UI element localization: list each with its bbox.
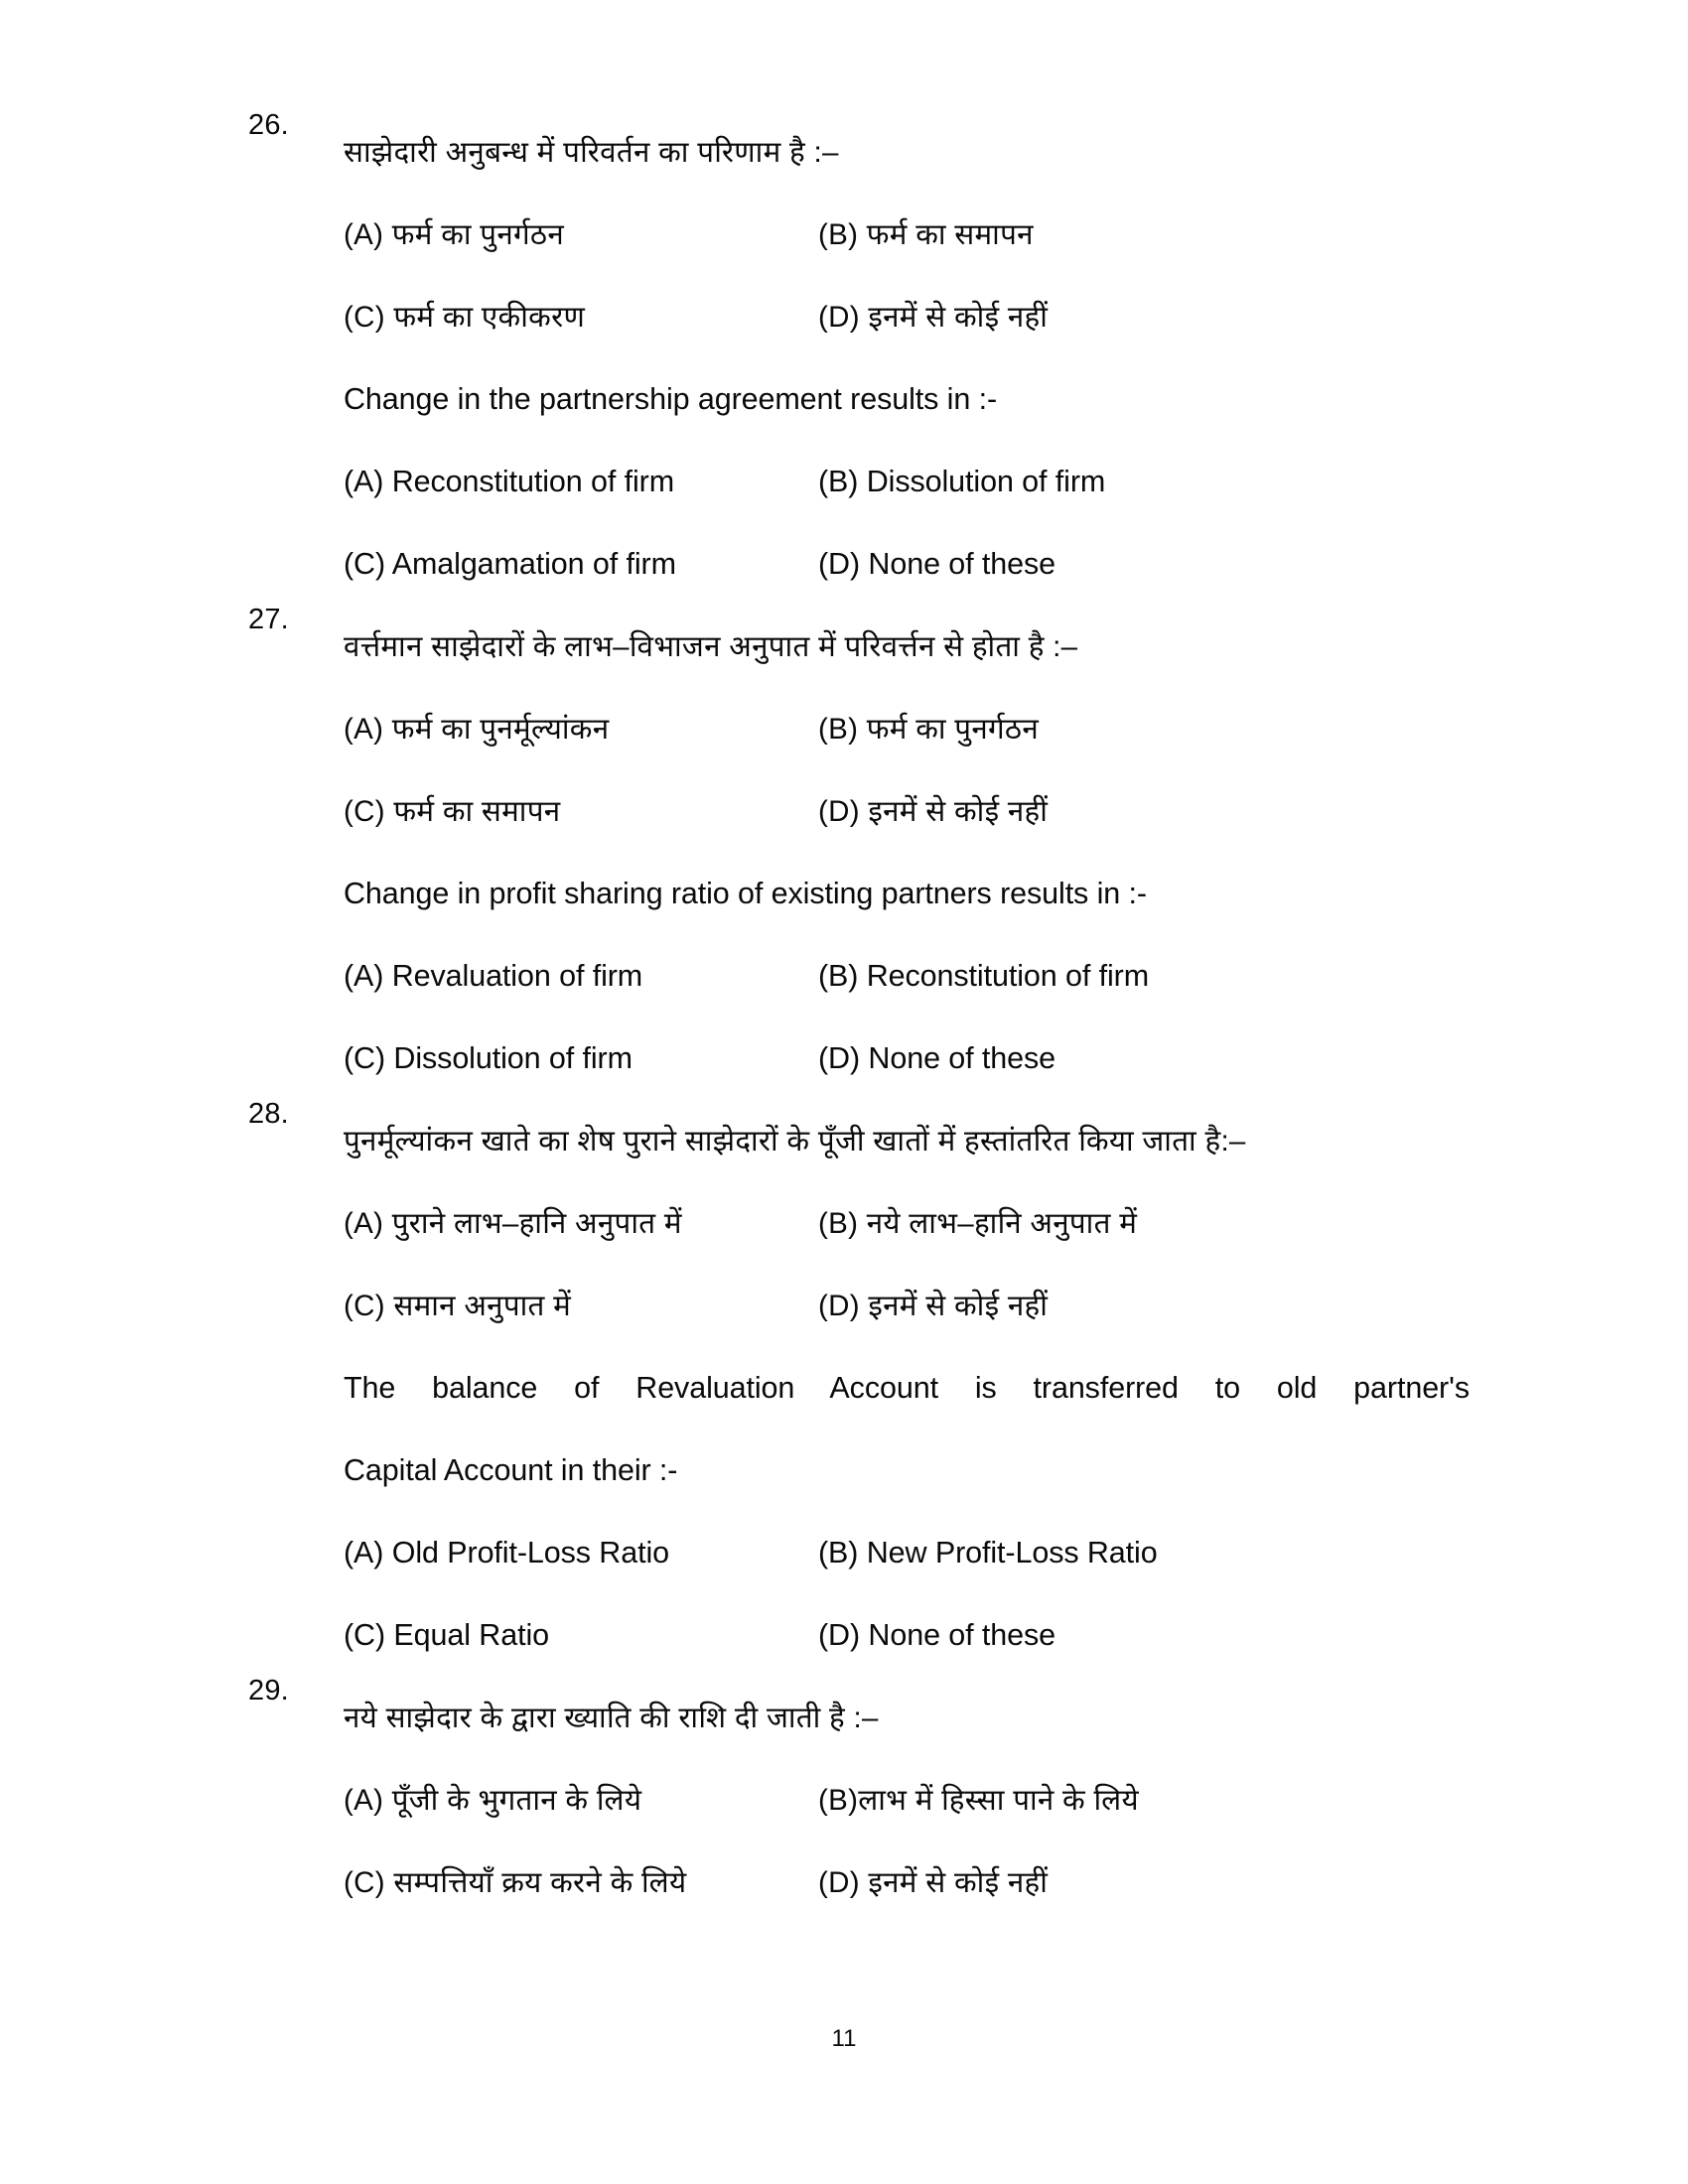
option-b-hindi-29[interactable]: (B)लाभ में हिस्सा पाने के लिये [818,1784,1139,1817]
option-b-hindi-27[interactable]: (B) फर्म का पुनर्गठन [818,713,1040,746]
question-number-29: 29. [248,1675,289,1706]
question-stem-english-28-line1: The balance of Revaluation Account is transferred to old partner's [344,1371,1470,1405]
option-d-hindi-28[interactable]: (D) इनमें से कोई नहीं [818,1290,1049,1322]
question-number-27: 27. [248,604,289,635]
question-body-27 [344,606,1470,1100]
option-row-english-26-ab [344,441,1470,523]
option-a-hindi-28[interactable]: (A) पुराने लाभ–हानि अनुपात में [344,1207,682,1240]
option-a-english-28[interactable]: (A) Old Profit-Loss Ratio [344,1536,670,1570]
option-row-hindi-28-cd [344,1265,1470,1347]
question-number-28: 28. [248,1098,289,1130]
option-row-hindi-26-ab [344,194,1470,276]
question-stem-hindi-28: पुनर्मूल्यांकन खाते का शेष पुराने साझेदारों के पूँजी खातों में हस्तांतरित किया जाता है:– [344,1125,1246,1158]
option-b-english-28[interactable]: (B) New Profit-Loss Ratio [818,1536,1158,1570]
option-row-hindi-27-cd [344,770,1470,853]
option-row-hindi-28-ab [344,1182,1470,1265]
option-d-english-28[interactable]: (D) None of these [818,1618,1056,1652]
option-row-english-28-ab [344,1512,1470,1594]
option-row-hindi-29-ab [344,1759,1470,1842]
option-c-hindi-26[interactable]: (C) फर्म का एकीकरण [344,301,586,334]
question-block-28 [248,1100,1470,1677]
question-stem-english-28-line2: Capital Account in their :- [344,1453,678,1487]
question-body-28 [344,1100,1470,1677]
question-stem-hindi-27: वर्त्तमान साझेदारों के लाभ–विभाजन अनुपात में परिवर्त्तन से होता है :– [344,630,1078,663]
question-stem-english-28 [344,1347,1470,1512]
option-c-hindi-27[interactable]: (C) फर्म का समापन [344,795,561,828]
option-d-hindi-26[interactable]: (D) इनमें से कोई नहीं [818,301,1049,334]
question-stem-english-27: Change in profit sharing ratio of existing partners results in :- [344,877,1147,910]
option-c-english-26[interactable]: (C) Amalgamation of firm [344,547,676,581]
page-number: 11 [831,2025,857,2052]
option-c-english-27[interactable]: (C) Dissolution of firm [344,1041,633,1075]
question-block-29 [248,1677,1470,1924]
option-d-hindi-29[interactable]: (D) इनमें से कोई नहीं [818,1866,1049,1899]
questions-container [248,111,1470,1924]
option-row-hindi-27-ab [344,688,1470,770]
option-row-english-27-ab [344,935,1470,1018]
option-a-english-27[interactable]: (A) Revaluation of firm [344,959,643,993]
option-d-english-27[interactable]: (D) None of these [818,1041,1056,1075]
option-b-hindi-28[interactable]: (B) नये लाभ–हानि अनुपात में [818,1207,1138,1240]
option-c-hindi-28[interactable]: (C) समान अनुपात में [344,1290,572,1322]
question-stem-english-26: Change in the partnership agreement results in :- [344,382,997,416]
option-a-hindi-29[interactable]: (A) पूँजी के भुगतान के लिये [344,1784,642,1817]
option-d-hindi-27[interactable]: (D) इनमें से कोई नहीं [818,795,1049,828]
option-row-hindi-26-cd [344,276,1470,358]
question-body-29 [344,1677,1470,1924]
question-body-26 [344,111,1470,606]
option-c-english-28[interactable]: (C) Equal Ratio [344,1618,549,1652]
question-block-26 [248,111,1470,606]
option-row-english-26-cd [344,523,1470,606]
option-b-english-27[interactable]: (B) Reconstitution of firm [818,959,1150,993]
option-a-hindi-26[interactable]: (A) फर्म का पुनर्गठन [344,218,565,251]
option-row-hindi-29-cd [344,1842,1470,1924]
option-c-hindi-29[interactable]: (C) सम्पत्तियाँ क्रय करने के लिये [344,1866,687,1899]
question-block-27 [248,606,1470,1100]
question-stem-hindi-29: नये साझेदार के द्वारा ख्याति की राशि दी जाती है :– [344,1702,879,1734]
question-number-26: 26. [248,109,289,141]
option-a-english-26[interactable]: (A) Reconstitution of firm [344,465,675,498]
option-b-hindi-26[interactable]: (B) फर्म का समापन [818,218,1034,251]
option-b-english-26[interactable]: (B) Dissolution of firm [818,465,1106,498]
option-d-english-26[interactable]: (D) None of these [818,547,1056,581]
option-row-english-27-cd [344,1018,1470,1100]
option-row-english-28-cd [344,1594,1470,1677]
option-a-hindi-27[interactable]: (A) फर्म का पुनर्मूल्यांकन [344,713,610,746]
question-stem-hindi-26: साझेदारी अनुबन्ध में परिवर्तन का परिणाम है :– [344,136,839,169]
